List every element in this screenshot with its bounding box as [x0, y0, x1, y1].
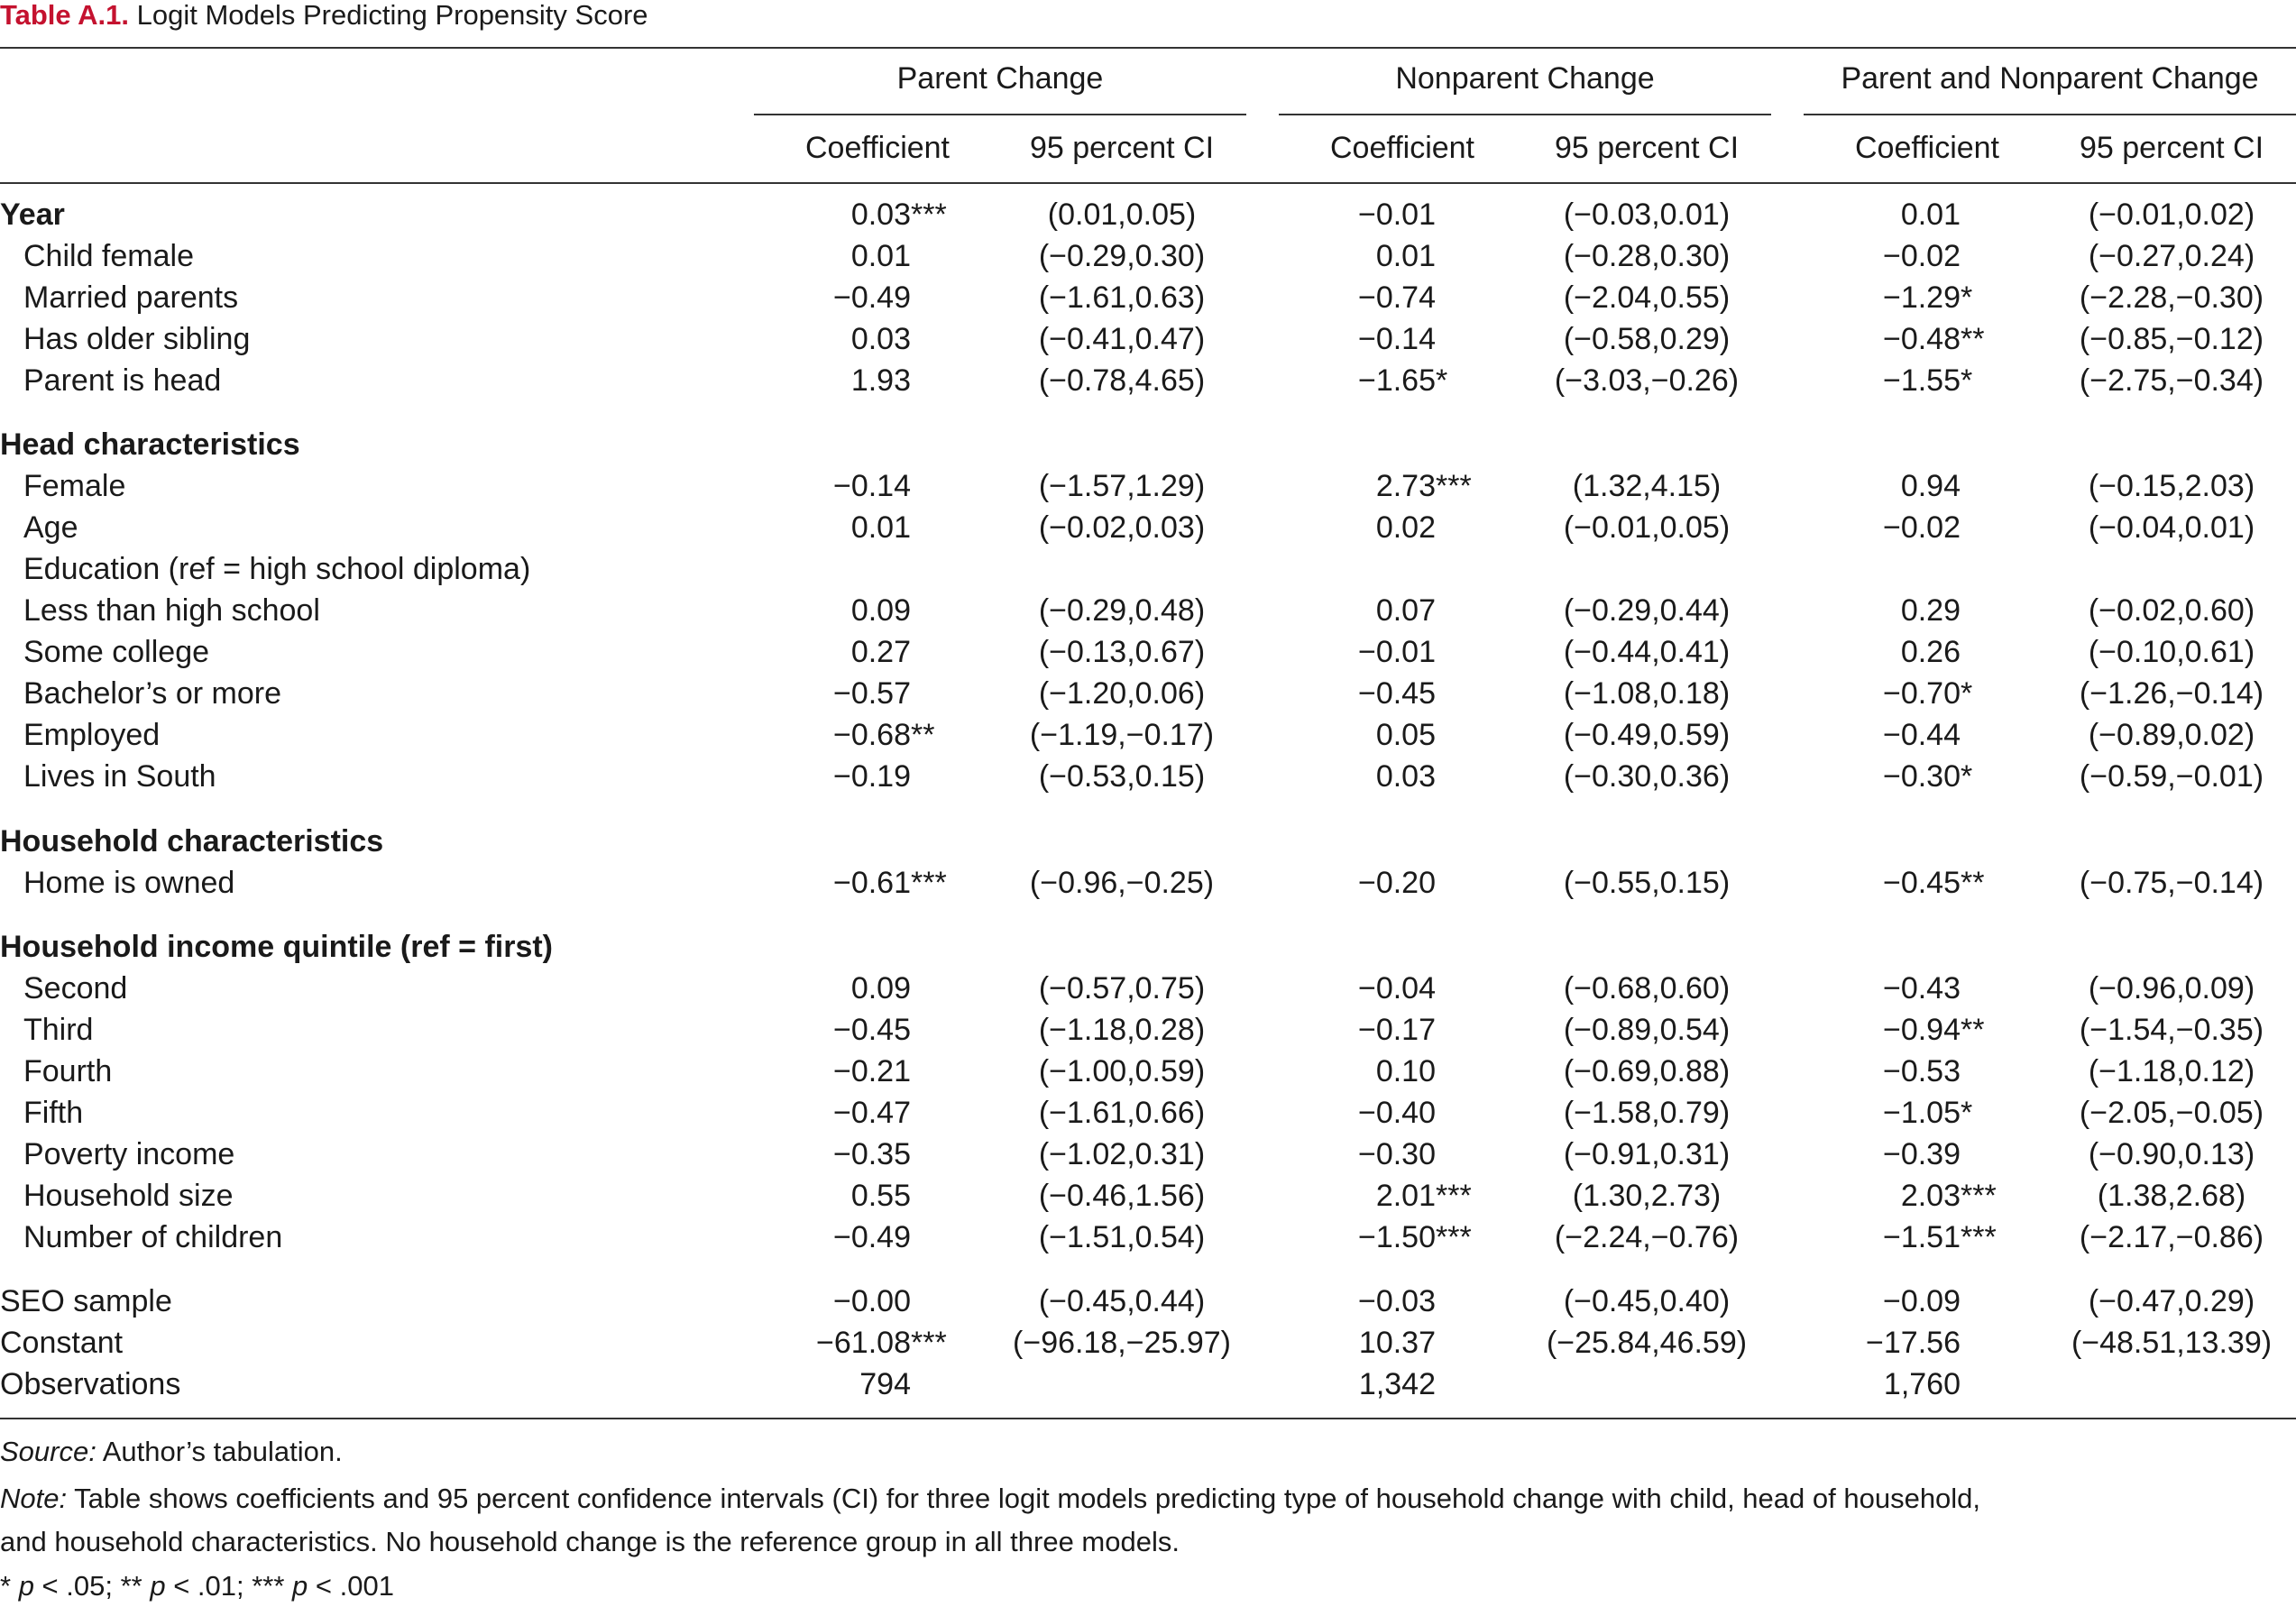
significance-stars: ***	[1436, 1179, 1472, 1213]
coefficient-cell: −1.51	[1882, 1220, 1961, 1254]
significance-stars: *	[1961, 280, 1973, 315]
row-label: Household income quintile (ref = first)	[0, 930, 553, 964]
row-label: Household size	[23, 1179, 234, 1213]
row-label: Year	[0, 197, 65, 232]
coefficient-cell: 0.01	[850, 510, 911, 545]
table-row	[0, 548, 2296, 590]
table-title	[0, 0, 648, 31]
confidence-interval-cell: (−0.28,0.30)	[1563, 239, 1731, 273]
coefficient-cell: −61.08	[816, 1326, 911, 1360]
confidence-interval-cell: (−1.08,0.18)	[1563, 676, 1731, 711]
table-note-line-1	[0, 1478, 1980, 1520]
confidence-interval-cell: (−3.03,−0.26)	[1554, 363, 1740, 398]
coefficient-cell: −1.50	[1357, 1220, 1436, 1254]
significance-stars: **	[1961, 866, 1985, 900]
confidence-interval-cell: (−0.13,0.67)	[1038, 635, 1206, 669]
coefficient-cell: 0.94	[1900, 469, 1961, 503]
table-row	[0, 1051, 2296, 1092]
significance-stars: ***	[1436, 1220, 1472, 1254]
header-rule	[0, 182, 2296, 184]
table-row	[0, 1322, 2296, 1364]
coefficient-cell: −0.01	[1357, 197, 1436, 232]
table-title-text: Logit Models Predicting Propensity Score	[136, 0, 648, 31]
coefficient-cell: −0.14	[1357, 322, 1436, 356]
coefficient-cell: −0.02	[1882, 510, 1961, 545]
coefficient-cell: 0.01	[1900, 197, 1961, 232]
row-label: Observations	[0, 1367, 181, 1401]
significance-stars: ***	[1961, 1220, 1997, 1254]
row-label: Employed	[23, 718, 161, 752]
group-header-parent: Parent Change	[896, 61, 1104, 96]
significance-stars: ***	[911, 866, 947, 900]
coefficient-cell: −0.04	[1357, 971, 1436, 1006]
significance-stars: *	[1961, 759, 1973, 794]
coefficient-cell: 2.03	[1900, 1179, 1961, 1213]
confidence-interval-cell: (−0.68,0.60)	[1563, 971, 1731, 1006]
coefficient-cell: −0.48	[1882, 322, 1961, 356]
confidence-interval-cell: (−1.26,−0.14)	[2079, 676, 2264, 711]
coefficient-cell: 0.01	[850, 239, 911, 273]
group-rule-nonparent	[1279, 114, 1771, 115]
subheader-coef-1: Coefficient	[804, 131, 951, 165]
section-heading-row	[0, 424, 2296, 465]
confidence-interval-cell: (−2.05,−0.05)	[2079, 1096, 2264, 1130]
row-label: Female	[23, 469, 126, 503]
coefficient-cell: −0.30	[1357, 1137, 1436, 1171]
coefficient-cell: −0.68	[832, 718, 911, 752]
table-row	[0, 1364, 2296, 1405]
table-row	[0, 194, 2296, 235]
confidence-interval-cell: (−1.20,0.06)	[1038, 676, 1206, 711]
coefficient-cell: −1.55	[1882, 363, 1961, 398]
coefficient-cell: 0.09	[850, 971, 911, 1006]
coefficient-cell: −0.02	[1882, 239, 1961, 273]
coefficient-cell: −0.14	[832, 469, 911, 503]
row-label: Third	[23, 1013, 94, 1047]
group-rule-both	[1804, 114, 2296, 115]
confidence-interval-cell: (−1.51,0.54)	[1038, 1220, 1206, 1254]
row-label: Home is owned	[23, 866, 235, 900]
group-header-both: Parent and Nonparent Change	[1841, 61, 2259, 96]
table-row	[0, 673, 2296, 714]
confidence-interval-cell: (−1.19,−0.17)	[1029, 718, 1215, 752]
confidence-interval-cell: (−0.27,0.24)	[2088, 239, 2255, 273]
confidence-interval-cell: (−1.58,0.79)	[1563, 1096, 1731, 1130]
confidence-interval-cell: (−0.78,4.65)	[1038, 363, 1206, 398]
coefficient-cell: 0.03	[1375, 759, 1436, 794]
coefficient-cell: −0.20	[1357, 866, 1436, 900]
section-heading-row	[0, 926, 2296, 968]
row-label: Age	[23, 510, 78, 545]
table-label: Table A.1.	[0, 0, 129, 31]
significance-stars: ***	[911, 197, 947, 232]
row-label: Parent is head	[23, 363, 222, 398]
coefficient-cell: 1,342	[1358, 1367, 1436, 1401]
significance-stars: **	[911, 718, 935, 752]
confidence-interval-cell: (−1.54,−0.35)	[2079, 1013, 2264, 1047]
top-rule	[0, 47, 2296, 49]
section-heading-row	[0, 821, 2296, 862]
confidence-interval-cell: (−0.15,2.03)	[2088, 469, 2255, 503]
confidence-interval-cell: (−2.28,−0.30)	[2079, 280, 2264, 315]
table-row	[0, 714, 2296, 756]
table-row	[0, 507, 2296, 548]
source-label: Source:	[0, 1436, 96, 1467]
confidence-interval-cell: (−0.29,0.48)	[1038, 593, 1206, 628]
confidence-interval-cell: (−25.84,46.59)	[1546, 1326, 1748, 1360]
confidence-interval-cell: (−0.57,0.75)	[1038, 971, 1206, 1006]
confidence-interval-cell: (−0.69,0.88)	[1563, 1054, 1731, 1088]
coefficient-cell: 1,760	[1883, 1367, 1961, 1401]
coefficient-cell: 0.03	[850, 197, 911, 232]
group-header-nonparent: Nonparent Change	[1395, 61, 1655, 96]
row-label: Some college	[23, 635, 210, 669]
coefficient-cell: −0.61	[832, 866, 911, 900]
confidence-interval-cell: (−0.44,0.41)	[1563, 635, 1731, 669]
confidence-interval-cell: (−0.01,0.05)	[1563, 510, 1731, 545]
row-label: Second	[23, 971, 128, 1006]
confidence-interval-cell: (−96.18,−25.97)	[1013, 1326, 1231, 1360]
significance-stars: ***	[911, 1326, 947, 1360]
coefficient-cell: −0.30	[1882, 759, 1961, 794]
confidence-interval-cell: (−2.75,−0.34)	[2079, 363, 2264, 398]
table-row	[0, 1134, 2296, 1175]
confidence-interval-cell: (−0.01,0.02)	[2088, 197, 2255, 232]
coefficient-cell: 2.01	[1375, 1179, 1436, 1213]
confidence-interval-cell: (−0.75,−0.14)	[2079, 866, 2264, 900]
confidence-interval-cell: (−0.85,−0.12)	[2079, 322, 2264, 356]
coefficient-cell: −0.43	[1882, 971, 1961, 1006]
group-rule-parent	[754, 114, 1246, 115]
confidence-interval-cell: (−0.89,0.02)	[2088, 718, 2255, 752]
coefficient-cell: −1.05	[1882, 1096, 1961, 1130]
subheader-coef-3: Coefficient	[1854, 131, 2000, 165]
table-row	[0, 465, 2296, 507]
subheader-ci-2: 95 percent CI	[1554, 131, 1740, 165]
bottom-rule	[0, 1418, 2296, 1419]
coefficient-cell: −0.45	[1357, 676, 1436, 711]
coefficient-cell: 0.07	[1375, 593, 1436, 628]
coefficient-cell: −17.56	[1866, 1326, 1961, 1360]
coefficient-cell: −0.09	[1882, 1284, 1961, 1318]
significance-stars: **	[1961, 1013, 1985, 1047]
table-row	[0, 235, 2296, 277]
coefficient-cell: −0.74	[1357, 280, 1436, 315]
table-row	[0, 277, 2296, 318]
coefficient-cell: −0.39	[1882, 1137, 1961, 1171]
table-row	[0, 862, 2296, 904]
subheader-ci-1: 95 percent CI	[1029, 131, 1215, 165]
coefficient-cell: 10.37	[1358, 1326, 1436, 1360]
coefficient-cell: 0.03	[850, 322, 911, 356]
confidence-interval-cell: (−0.45,0.40)	[1563, 1284, 1731, 1318]
confidence-interval-cell: (−0.90,0.13)	[2088, 1137, 2255, 1171]
confidence-interval-cell: (−0.02,0.03)	[1038, 510, 1206, 545]
table-row	[0, 1009, 2296, 1051]
confidence-interval-cell: (0.01,0.05)	[1047, 197, 1197, 232]
confidence-interval-cell: (1.30,2.73)	[1572, 1179, 1722, 1213]
note-text-1: Table shows coefficients and 95 percent confidence intervals (CI) for three logit models predicting type of household change with child, head of household,	[67, 1483, 1981, 1514]
confidence-interval-cell: (−0.45,0.44)	[1038, 1284, 1206, 1318]
row-label: Bachelor’s or more	[23, 676, 281, 711]
confidence-interval-cell: (−0.10,0.61)	[2088, 635, 2255, 669]
coefficient-cell: 0.01	[1375, 239, 1436, 273]
significance-stars: *	[1961, 676, 1973, 711]
confidence-interval-cell: (−1.18,0.12)	[2088, 1054, 2255, 1088]
confidence-interval-cell: (−0.29,0.30)	[1038, 239, 1206, 273]
coefficient-cell: −0.70	[1882, 676, 1961, 711]
confidence-interval-cell: (−2.17,−0.86)	[2079, 1220, 2264, 1254]
table-row	[0, 756, 2296, 797]
confidence-interval-cell: (−0.96,−0.25)	[1029, 866, 1215, 900]
row-label: Poverty income	[23, 1137, 235, 1171]
coefficient-cell: −1.65	[1357, 363, 1436, 398]
coefficient-cell: −0.49	[832, 1220, 911, 1254]
coefficient-cell: −0.21	[832, 1054, 911, 1088]
coefficient-cell: −0.49	[832, 280, 911, 315]
coefficient-cell: −0.19	[832, 759, 911, 794]
note-label: Note:	[0, 1483, 68, 1514]
coefficient-cell: 794	[859, 1367, 911, 1401]
row-label: Head characteristics	[0, 427, 300, 462]
row-label: Constant	[0, 1326, 124, 1360]
coefficient-cell: 0.55	[850, 1179, 911, 1213]
confidence-interval-cell: (−1.18,0.28)	[1038, 1013, 1206, 1047]
confidence-interval-cell: (−2.04,0.55)	[1563, 280, 1731, 315]
confidence-interval-cell: (−0.49,0.59)	[1563, 718, 1731, 752]
confidence-interval-cell: (−0.03,0.01)	[1563, 197, 1731, 232]
coefficient-cell: 0.02	[1375, 510, 1436, 545]
coefficient-cell: −0.44	[1882, 718, 1961, 752]
coefficient-cell: −0.03	[1357, 1284, 1436, 1318]
confidence-interval-cell: (−0.91,0.31)	[1563, 1137, 1731, 1171]
confidence-interval-cell: (−0.47,0.29)	[2088, 1284, 2255, 1318]
coefficient-cell: 2.73	[1375, 469, 1436, 503]
subheader-ci-3: 95 percent CI	[2079, 131, 2264, 165]
significance-stars: ***	[1436, 469, 1472, 503]
table-row	[0, 1092, 2296, 1134]
significance-stars: **	[1961, 322, 1985, 356]
row-label: Has older sibling	[23, 322, 251, 356]
confidence-interval-cell: (−0.04,0.01)	[2088, 510, 2255, 545]
coefficient-cell: 1.93	[850, 363, 911, 398]
confidence-interval-cell: (−1.00,0.59)	[1038, 1054, 1206, 1088]
subheader-coef-2: Coefficient	[1329, 131, 1475, 165]
table-row	[0, 1217, 2296, 1258]
coefficient-cell: −0.47	[832, 1096, 911, 1130]
confidence-interval-cell: (−1.61,0.63)	[1038, 280, 1206, 315]
table-row	[0, 1175, 2296, 1217]
row-label: Number of children	[23, 1220, 283, 1254]
confidence-interval-cell: (−2.24,−0.76)	[1554, 1220, 1740, 1254]
coefficient-cell: 0.29	[1900, 593, 1961, 628]
confidence-interval-cell: (−0.30,0.36)	[1563, 759, 1731, 794]
significance-note: * p < .05; ** p < .01; *** p < .001	[0, 1570, 394, 1602]
coefficient-cell: −0.00	[832, 1284, 911, 1318]
confidence-interval-cell: (−0.53,0.15)	[1038, 759, 1206, 794]
row-label: Married parents	[23, 280, 239, 315]
confidence-interval-cell: (−0.96,0.09)	[2088, 971, 2255, 1006]
table-row	[0, 968, 2296, 1009]
significance-stars: *	[1961, 1096, 1973, 1130]
coefficient-cell: −0.17	[1357, 1013, 1436, 1047]
row-label: Fifth	[23, 1096, 84, 1130]
confidence-interval-cell: (−0.29,0.44)	[1563, 593, 1731, 628]
table-row	[0, 631, 2296, 673]
confidence-interval-cell: (1.32,4.15)	[1572, 469, 1722, 503]
table-note-line-2: and household characteristics. No household change is the reference group in all three models.	[0, 1526, 1180, 1557]
row-label: Less than high school	[23, 593, 320, 628]
confidence-interval-cell: (−0.41,0.47)	[1038, 322, 1206, 356]
confidence-interval-cell: (−0.89,0.54)	[1563, 1013, 1731, 1047]
source-text: Author’s tabulation.	[96, 1436, 343, 1467]
confidence-interval-cell: (−48.51,13.39)	[2071, 1326, 2273, 1360]
confidence-interval-cell: (−1.57,1.29)	[1038, 469, 1206, 503]
confidence-interval-cell: (−0.58,0.29)	[1563, 322, 1731, 356]
confidence-interval-cell: (−0.02,0.60)	[2088, 593, 2255, 628]
coefficient-cell: −0.94	[1882, 1013, 1961, 1047]
row-label: Fourth	[23, 1054, 113, 1088]
significance-stars: *	[1436, 363, 1448, 398]
significance-stars: *	[1961, 363, 1973, 398]
row-label: Household characteristics	[0, 824, 384, 859]
row-label: Child female	[23, 239, 194, 273]
row-label: Education (ref = high school diploma)	[23, 552, 531, 586]
coefficient-cell: 0.27	[850, 635, 911, 669]
coefficient-cell: 0.10	[1375, 1054, 1436, 1088]
row-label: Lives in South	[23, 759, 216, 794]
confidence-interval-cell: (1.38,2.68)	[2097, 1179, 2246, 1213]
coefficient-cell: −0.57	[832, 676, 911, 711]
coefficient-cell: −0.53	[1882, 1054, 1961, 1088]
confidence-interval-cell: (−1.61,0.66)	[1038, 1096, 1206, 1130]
confidence-interval-cell: (−0.55,0.15)	[1563, 866, 1731, 900]
significance-stars: ***	[1961, 1179, 1997, 1213]
coefficient-cell: −1.29	[1882, 280, 1961, 315]
confidence-interval-cell: (−0.46,1.56)	[1038, 1179, 1206, 1213]
table-row	[0, 1281, 2296, 1322]
coefficient-cell: −0.40	[1357, 1096, 1436, 1130]
confidence-interval-cell: (−0.59,−0.01)	[2079, 759, 2264, 794]
row-label: SEO sample	[0, 1284, 172, 1318]
coefficient-cell: 0.09	[850, 593, 911, 628]
coefficient-cell: −0.45	[832, 1013, 911, 1047]
table-row	[0, 360, 2296, 401]
table-row	[0, 590, 2296, 631]
coefficient-cell: −0.45	[1882, 866, 1961, 900]
confidence-interval-cell: (−1.02,0.31)	[1038, 1137, 1206, 1171]
coefficient-cell: 0.05	[1375, 718, 1436, 752]
coefficient-cell: −0.01	[1357, 635, 1436, 669]
coefficient-cell: 0.26	[1900, 635, 1961, 669]
source-note	[0, 1431, 343, 1473]
table-row	[0, 318, 2296, 360]
coefficient-cell: −0.35	[832, 1137, 911, 1171]
